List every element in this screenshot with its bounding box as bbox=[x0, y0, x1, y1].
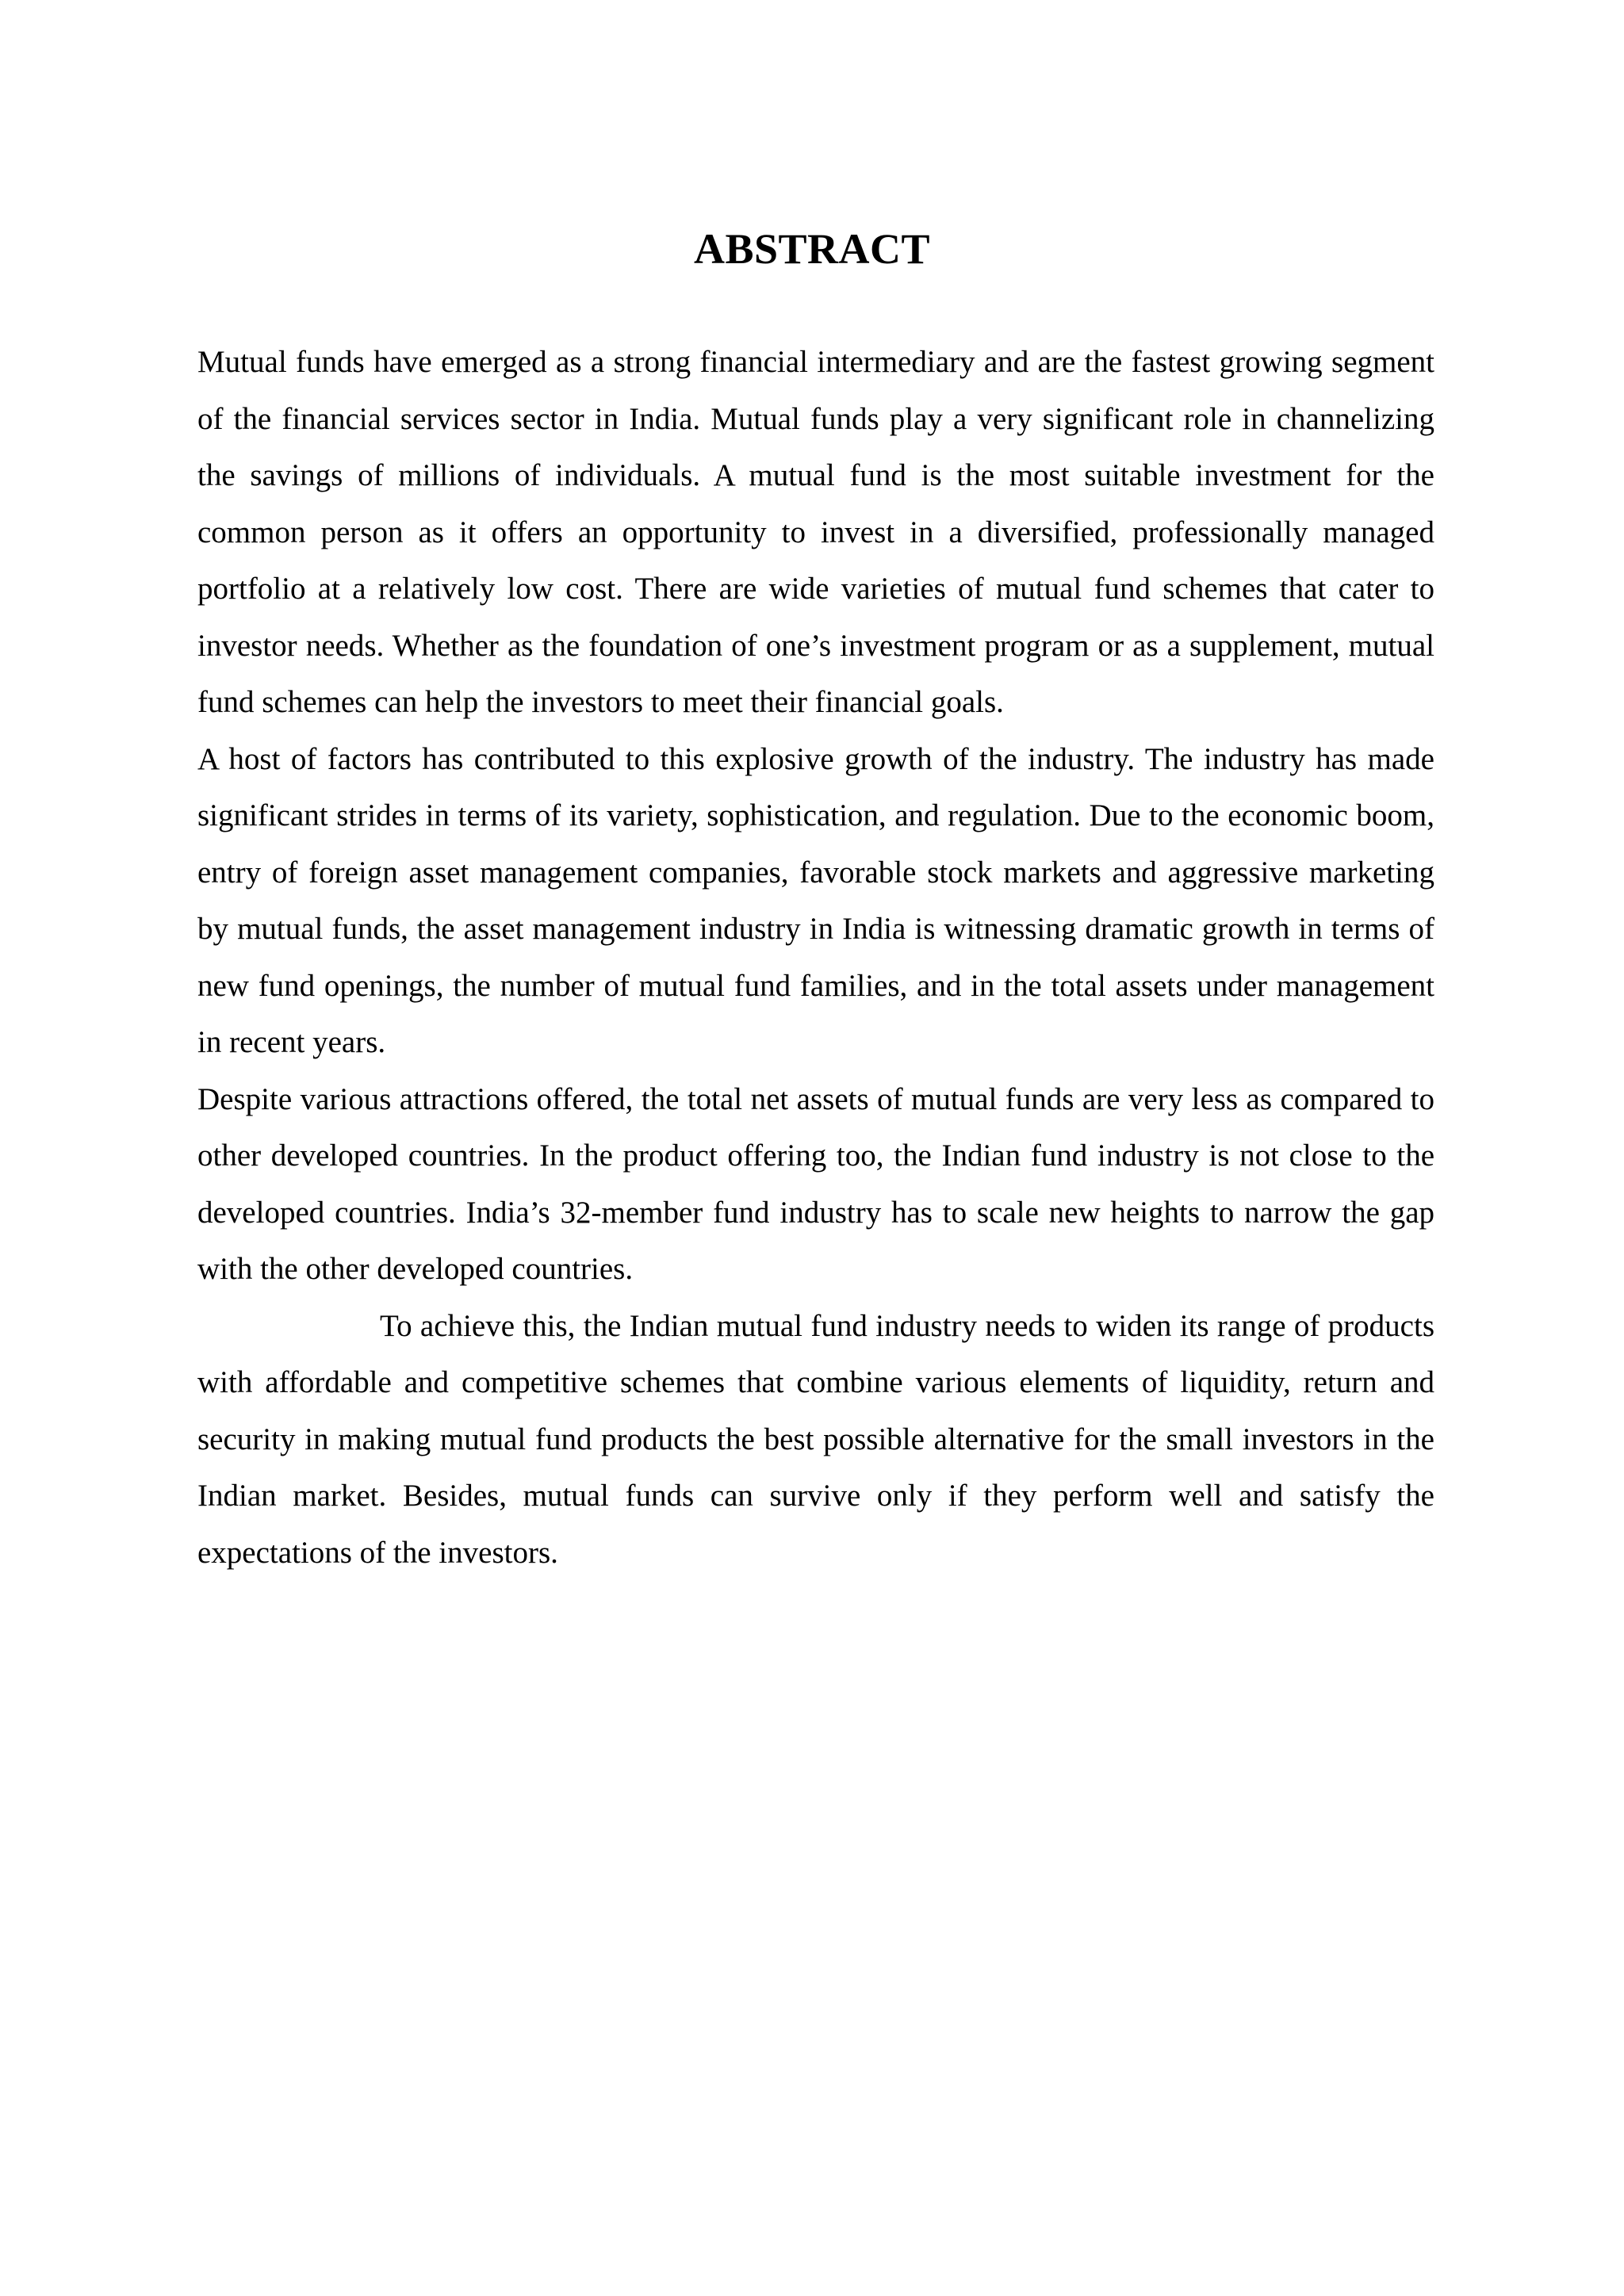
paragraph-1: Mutual funds have emerged as a strong financial intermediary and are the fastest growing segment of the financial services sector in India. Mutual funds play a very significant role in channelizing the savings of millions of individuals. A mutual fund is the most suitable investment for the common person as it offers an opportunity to invest in a diversified, professionally managed portfolio at a relatively low cost. There are wide varieties of mutual fund schemes that cater to investor needs. Whether as the foundation of one’s investment program or as a supplement, mutual fund schemes can help the investors to meet their financial goals. bbox=[197, 345, 1434, 719]
paragraph-4: To achieve this, the Indian mutual fund industry needs to widen its range of products with affordable and competitive schemes that combine various elements of liquidity, return and security in making mutual fund products the best possible alternative for the small investors in the Indian market. Besides, mutual funds can survive only if they perform well and satisfy the expectations of the investors. bbox=[197, 1308, 1434, 1570]
page-title: ABSTRACT bbox=[693, 225, 931, 274]
abstract-body bbox=[197, 334, 1434, 1581]
paragraph-2: A host of factors has contributed to this explosive growth of the industry. The industry has made significant strides in terms of its variety, sophistication, and regulation. Due to the economic boom, entry of foreign asset management companies, favorable stock markets and aggressive marketing by mutual funds, the asset management industry in India is witnessing dramatic growth in terms of new fund openings, the number of mutual fund families, and in the total assets under management in recent years. bbox=[197, 741, 1434, 1059]
paragraph-3: Despite various attractions offered, the total net assets of mutual funds are very less as compared to other developed countries. In the product offering too, the Indian fund industry is not close to the developed countries. India’s 32-member fund industry has to scale new heights to narrow the gap with the other developed countries. bbox=[197, 1081, 1434, 1286]
